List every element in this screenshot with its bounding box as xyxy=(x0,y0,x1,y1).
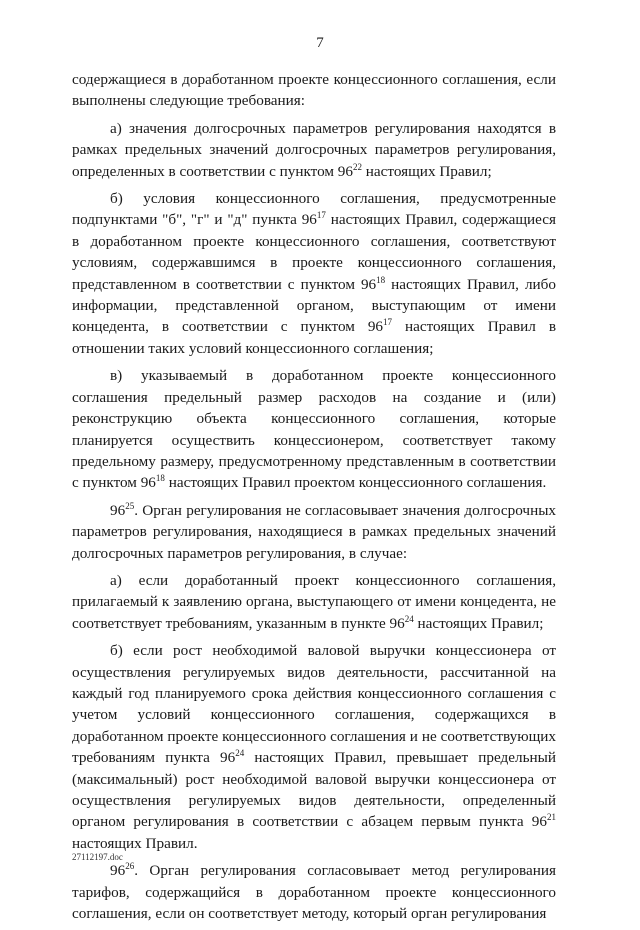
paragraph xyxy=(72,640,556,854)
paragraph xyxy=(72,365,556,493)
paragraph xyxy=(72,860,556,924)
superscript: 17 xyxy=(316,210,326,221)
text-run: настоящих Правил, превышает предельный (максимальный) рост необходимой валовой выручки концессионера от осуществления регулируемых видов деятельности, определенный органом регулирования в соответствии с абзацем первым пункта 96 xyxy=(72,749,556,831)
text-run: настоящих Правил, содержащиеся в доработанном проекте концессионного соглашения, соответствуют условиям, содержавшимся в проекте концессионного соглашения, представленном в соответствии с пунктом 96 xyxy=(72,211,556,293)
paragraph xyxy=(72,570,556,634)
text-run: настоящих Правил; xyxy=(413,614,544,632)
superscript: 24 xyxy=(235,748,245,759)
text-run: а) значения долгосрочных параметров регулирования находятся в рамках предельных значений долгосрочных параметров регулирования, определенных в соответствии с пунктом 96 xyxy=(72,119,556,180)
file-name-footer: 27112197.doc xyxy=(72,852,123,862)
superscript: 21 xyxy=(547,812,556,823)
text-run: а) если доработанный проект концессионного соглашения, прилагаемый к заявлению органа, выступающего от имени концедента, не соответствует требованиям, указанным в пункте 96 xyxy=(72,571,556,632)
text-run: б) если рост необходимой валовой выручки концессионера от осуществления регулируемых видов деятельности, рассчитанной на каждый год планируемого срока действия концессионного соглашения с учетом условий концессионного соглашения, содержащихся в доработанном проекте концессионного соглашения и не соответствующих требованиям пункта 96 xyxy=(72,642,556,767)
text-run: настоящих Правил, либо информации, представленной органом, выступающим от имени концедента, в соответствии с пунктом 96 xyxy=(72,275,556,336)
page-number: 7 xyxy=(316,35,324,51)
superscript: 18 xyxy=(155,473,165,484)
text-run: . Орган регулирования не согласовывает значения долгосрочных параметров регулирования, находящиеся в рамках предельных значений долгосрочных параметров регулирования, в случае: xyxy=(72,501,556,562)
text-run: б) условия концессионного соглашения, предусмотренные подпунктами "б", "г" и "д" пункта 96 xyxy=(72,190,556,229)
paragraph xyxy=(72,500,556,564)
text-run: настоящих Правил проектом концессионного соглашения. xyxy=(164,474,547,492)
text-run: . Орган регулирования согласовывает метод регулирования тарифов, содержащийся в доработанном проекте концессионного соглашения, если он соответствует методу, который орган регулирования xyxy=(72,862,556,923)
paragraph xyxy=(72,118,556,182)
text-run: настоящих Правил. xyxy=(72,834,198,852)
paragraph xyxy=(72,69,556,112)
text-run: 96 xyxy=(110,501,126,519)
superscript: 25 xyxy=(125,500,135,511)
superscript: 22 xyxy=(352,161,362,172)
text-run: настоящих Правил; xyxy=(361,162,492,180)
text-run: содержащиеся в доработанном проекте концессионного соглашения, если выполнены следующие требования: xyxy=(72,71,556,110)
superscript: 18 xyxy=(376,274,386,285)
superscript: 24 xyxy=(404,613,414,624)
text-run: 96 xyxy=(110,862,126,880)
superscript: 26 xyxy=(125,861,135,872)
paragraph xyxy=(72,188,556,359)
superscript: 17 xyxy=(383,317,393,328)
document-body xyxy=(72,69,556,930)
text-run: настоящих Правил в отношении таких условий концессионного соглашения; xyxy=(72,318,557,357)
text-run: в) указываемый в доработанном проекте концессионного соглашения предельный размер расходов на создание и (или) реконструкцию объекта концессионного соглашения, которые планируется осуществить концессионером, соответствует такому предельному размеру, предусмотренному представленным в соответствии с пунктом 96 xyxy=(72,367,556,492)
